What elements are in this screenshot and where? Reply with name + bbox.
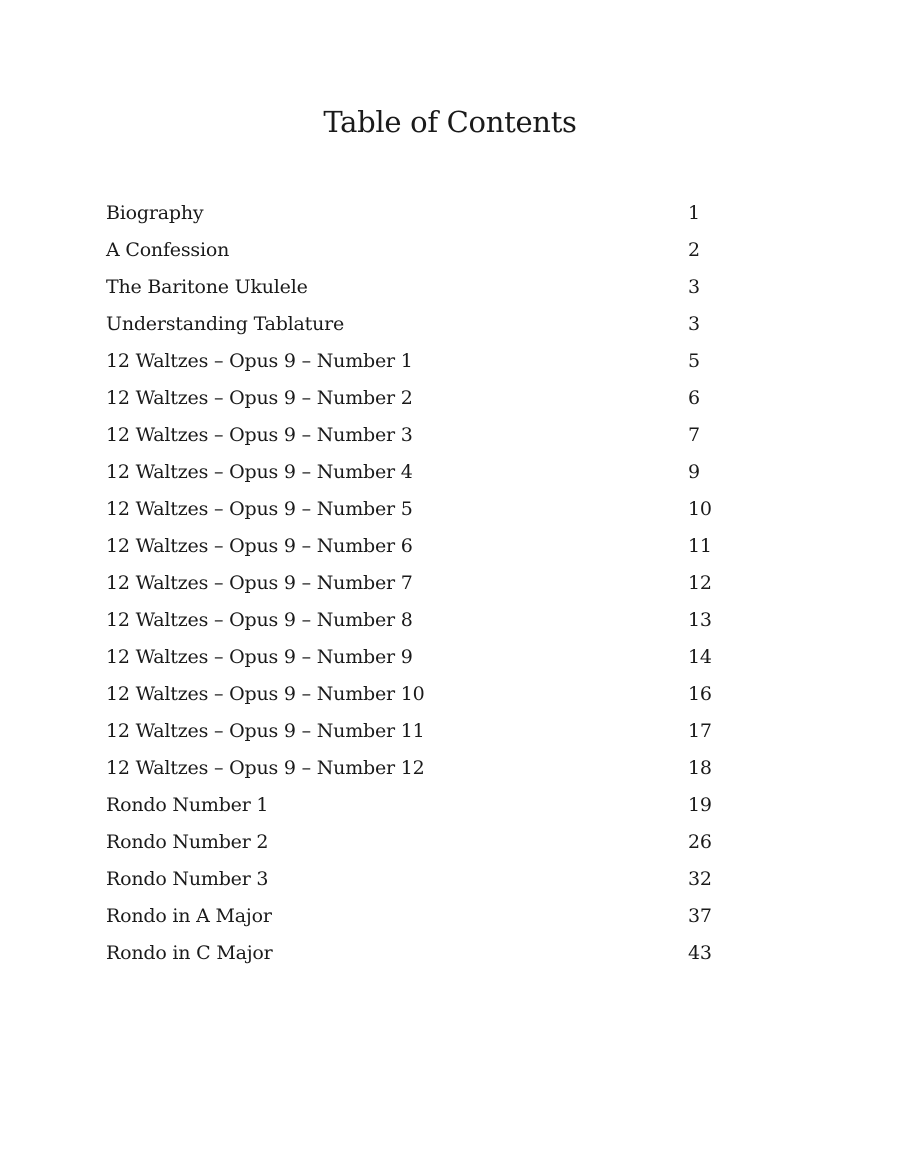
toc-entry <box>106 420 726 457</box>
toc-entry-title: 12 Waltzes – Opus 9 – Number 10 <box>106 683 425 705</box>
toc-entry <box>106 716 726 753</box>
toc-entry-title: 12 Waltzes – Opus 9 – Number 6 <box>106 535 413 557</box>
toc-entry <box>106 457 726 494</box>
toc-entry-page-number: 10 <box>688 498 712 520</box>
toc-entry-page-number: 43 <box>688 942 712 964</box>
toc-entry-title: Rondo in C Major <box>106 942 273 964</box>
toc-entry-title: 12 Waltzes – Opus 9 – Number 11 <box>106 720 425 742</box>
toc-entry-page-number: 26 <box>688 831 712 853</box>
toc-entry <box>106 938 726 975</box>
toc-entry-page-number: 37 <box>688 905 712 927</box>
toc-entry-title: 12 Waltzes – Opus 9 – Number 8 <box>106 609 413 631</box>
toc-entry-title: 12 Waltzes – Opus 9 – Number 4 <box>106 461 413 483</box>
toc-entry-title: Rondo Number 3 <box>106 868 269 890</box>
toc-entry-page-number: 32 <box>688 868 712 890</box>
toc-entry-title: Rondo in A Major <box>106 905 272 927</box>
table-of-contents <box>106 198 726 975</box>
toc-entry-title: 12 Waltzes – Opus 9 – Number 2 <box>106 387 413 409</box>
toc-entry-page-number: 6 <box>688 387 700 409</box>
toc-entry <box>106 198 726 235</box>
toc-entry <box>106 642 726 679</box>
toc-entry <box>106 827 726 864</box>
toc-entry <box>106 864 726 901</box>
toc-entry-page-number: 13 <box>688 609 712 631</box>
toc-entry-title: 12 Waltzes – Opus 9 – Number 9 <box>106 646 413 668</box>
toc-entry <box>106 346 726 383</box>
toc-entry-page-number: 7 <box>688 424 700 446</box>
toc-entry <box>106 901 726 938</box>
toc-entry-title: Rondo Number 2 <box>106 831 269 853</box>
toc-entry-page-number: 14 <box>688 646 712 668</box>
toc-entry-title: The Baritone Ukulele <box>106 276 308 298</box>
toc-entry-page-number: 19 <box>688 794 712 816</box>
toc-entry-title: A Confession <box>106 239 230 261</box>
toc-entry <box>106 309 726 346</box>
toc-entry-page-number: 5 <box>688 350 700 372</box>
toc-entry-page-number: 3 <box>688 276 700 298</box>
toc-entry-title: 12 Waltzes – Opus 9 – Number 7 <box>106 572 413 594</box>
toc-entry-page-number: 1 <box>688 202 700 224</box>
toc-entry-page-number: 9 <box>688 461 700 483</box>
toc-entry <box>106 383 726 420</box>
toc-entry-title: Understanding Tablature <box>106 313 345 335</box>
toc-entry-title: 12 Waltzes – Opus 9 – Number 5 <box>106 498 413 520</box>
toc-entry <box>106 531 726 568</box>
toc-entry <box>106 235 726 272</box>
toc-entry-title: Biography <box>106 202 204 224</box>
toc-entry <box>106 790 726 827</box>
toc-entry <box>106 679 726 716</box>
toc-entry-page-number: 2 <box>688 239 700 261</box>
toc-entry-page-number: 18 <box>688 757 712 779</box>
page-title: Table of Contents <box>323 105 577 139</box>
toc-entry <box>106 272 726 309</box>
toc-entry <box>106 753 726 790</box>
toc-entry-page-number: 3 <box>688 313 700 335</box>
toc-entry-title: 12 Waltzes – Opus 9 – Number 12 <box>106 757 425 779</box>
toc-entry-page-number: 12 <box>688 572 712 594</box>
toc-entry-page-number: 11 <box>688 535 712 557</box>
toc-entry <box>106 568 726 605</box>
toc-entry <box>106 605 726 642</box>
toc-entry-title: 12 Waltzes – Opus 9 – Number 1 <box>106 350 413 372</box>
toc-entry-page-number: 17 <box>688 720 712 742</box>
toc-entry <box>106 494 726 531</box>
toc-entry-page-number: 16 <box>688 683 712 705</box>
toc-entry-title: 12 Waltzes – Opus 9 – Number 3 <box>106 424 413 446</box>
toc-entry-title: Rondo Number 1 <box>106 794 269 816</box>
